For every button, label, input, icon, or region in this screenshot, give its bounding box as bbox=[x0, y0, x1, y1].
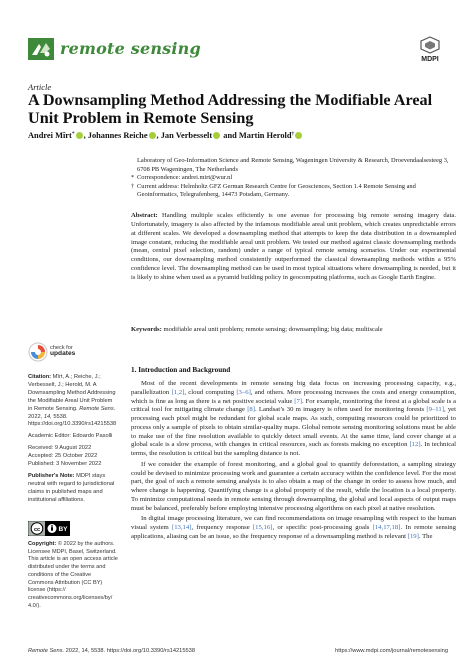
orcid-icon[interactable] bbox=[76, 132, 83, 139]
citation-link[interactable]: [9–11] bbox=[426, 406, 444, 414]
orcid-icon[interactable] bbox=[213, 132, 220, 139]
paragraph-text: , yet processing each pixel might be redundant for global scale maps. As such, computing resources could be prioritized to process only a sample of pixels to obtain similar-quality maps. Global remote sensing monitoring solutions must be able to make use of the fine resolution available to quickly detect small events. At the same time, land cover change at a global scale is a slow process, with changes in critical resources, such as forests making no exception bbox=[131, 406, 456, 449]
body-text bbox=[131, 380, 456, 544]
author-marker: * bbox=[71, 131, 75, 137]
check-for-updates-icon bbox=[28, 342, 48, 362]
journal-header bbox=[28, 38, 448, 64]
paragraph-text: In digital image processing literature, we can find recommendations on image resampling with respect to the human visual system bbox=[131, 515, 456, 531]
citation-label: Citation: bbox=[28, 374, 52, 380]
affiliations bbox=[131, 157, 456, 200]
citation-link[interactable]: [3–6] bbox=[236, 388, 251, 396]
keywords-text: modifiable areal unit problem; remote sensing; downsampling; big data; multiscale bbox=[163, 326, 383, 333]
citation-link[interactable]: [1,2] bbox=[171, 388, 185, 396]
orcid-icon[interactable] bbox=[295, 132, 302, 139]
abstract-text: Handling multiple scales efficiently is one avenue for processing big remote sensing imagery data. Unfortunately, imagery is also affected by the infamous modifiable areal unit problem, which creates unpredictable errors at different scales. We developed a downsampling method that attempts to keep the data distribution in a downsampled image constant, reducing the modifiable areal unit problem. We tested our method against classic downsampling methods (mean, central pixel selection, random) under a range of typical remote sensing scenarios. Under our experimental conditions, our downsampling method consistently outperformed the classical downsampling methods within a 95% confidence level. The downsampling method can be used in most typical situations where downsampling is needed, but it is likely to shine when used as a pyramid building policy in geocomputing platforms, such as Google Earth Engine. bbox=[131, 212, 457, 281]
keywords bbox=[131, 326, 456, 335]
citation-link[interactable]: [13,14] bbox=[171, 524, 192, 531]
paragraph-text: . In remote sensing applications, aliasing can be an issue, so the frequency response of a downsampling method is relevant bbox=[131, 524, 456, 540]
paragraph-text: . In technical terms, the resolution is critical but the sampling distance is not. bbox=[131, 441, 456, 457]
paragraph-text: , or specific post-processing goals bbox=[272, 524, 373, 531]
paragraph-text: If we consider the example of forest monitoring, and a global goal to quantify deforestation, a sampling strategy could be devised to minimize processing work and guarantee a certain accuracy within the confidence level. For the most part, the goal of such a remote sensing analysis is to also obtain a map of the change in order to assess how much, and where change is happening. Quantifying change is a global property of the result, while the location is a local property. To minimize computational needs in remote sensing through downsampling, the global and local aspects of output maps must be balanced, preferably before employing intensive processing algorithms on each pixel at native resolution. bbox=[131, 460, 456, 512]
check-updates-line2: updates bbox=[50, 350, 76, 358]
affiliation-entry bbox=[131, 183, 456, 200]
section-heading: 1. Introduction and Background bbox=[131, 366, 231, 374]
author-separator: and bbox=[221, 131, 239, 140]
citation-link[interactable]: [12] bbox=[409, 441, 421, 449]
check-for-updates-text bbox=[50, 345, 75, 357]
academic-editor: Academic Editor: Edoardo Pasolli bbox=[28, 433, 113, 440]
author-name: Jan Verbesselt bbox=[160, 131, 213, 140]
accepted-date: Accepted: 25 October 2022 bbox=[28, 453, 98, 460]
abstract bbox=[131, 212, 456, 283]
orcid-icon[interactable] bbox=[149, 132, 156, 139]
license-text: © 2022 by the authors. Licensee MDPI, Basel, Switzerland. This article is an open access article distributed under the terms and conditions of the Creative Commons Attribution (CC BY) license (https:// creativecommons.org/licenses/by/ 4.0/). bbox=[28, 541, 118, 609]
footer-citation bbox=[28, 648, 195, 654]
mdpi-logo-text: MDPI bbox=[421, 56, 439, 62]
affiliation-entry bbox=[131, 157, 456, 174]
paragraph-text: , frequency response bbox=[191, 524, 253, 531]
author-list bbox=[28, 131, 448, 140]
svg-text:BY: BY bbox=[58, 526, 68, 533]
keywords-label: Keywords: bbox=[131, 326, 162, 333]
citation-volume: 14, bbox=[43, 413, 52, 420]
correspondence-text[interactable]: Correspondence: andrei.mirt@wur.nl bbox=[137, 174, 233, 182]
citation-link[interactable]: [14,17,18] bbox=[372, 524, 401, 531]
citation-link[interactable]: [19] bbox=[407, 532, 419, 540]
paragraph-text: , cloud computing bbox=[184, 388, 237, 396]
paragraph-text: . For example, monitoring the forest at a global scale is a critical tool for mitigating climate change bbox=[131, 397, 456, 414]
check-for-updates-badge[interactable] bbox=[28, 342, 88, 364]
body-paragraph bbox=[131, 515, 456, 541]
remote-sensing-logo-icon bbox=[28, 38, 54, 60]
citation-link[interactable]: [15,16] bbox=[252, 524, 273, 531]
citation-block bbox=[28, 374, 118, 429]
received-date: Received: 9 August 2022 bbox=[28, 445, 92, 452]
paragraph-text: . Landsat’s 30 m imagery is often used for monitoring forests bbox=[255, 406, 427, 414]
body-paragraph bbox=[131, 380, 456, 459]
author-name: Martin Herold bbox=[238, 131, 292, 140]
abstract-label: Abstract: bbox=[131, 212, 158, 219]
cc-by-license-icon[interactable] bbox=[28, 521, 70, 536]
author-name: Andrei Mîrt bbox=[28, 131, 72, 140]
paragraph-text: . The bbox=[418, 532, 433, 540]
published-date: Published: 3 November 2022 bbox=[28, 461, 102, 468]
citation-text: Mîrt, A.; Reiche, J.; Verbesselt, J.; Herold, M. A Downsampling Method Addressing the Modifiable Areal Unit Problem in Remote Sensing. bbox=[28, 374, 116, 412]
body-paragraph bbox=[131, 461, 456, 514]
paragraph-text: Most of the recent developments in remote sensing big data focus on increasing processing capacity, e.g., parallelization bbox=[131, 380, 456, 396]
affiliation-text: Laboratory of Geo-Information Science and Remote Sensing, Wageningen University & Research, Droevendaalsesteeg 3, 6708 PB Wageningen, The Netherlands bbox=[137, 157, 449, 173]
footer-journal: Remote Sens. bbox=[28, 648, 65, 654]
paragraph-text: , and others. More processing increases the costs and energy consumption, which is fine as long as there is a net positive societal value bbox=[131, 388, 457, 405]
footer-journal-url[interactable]: https://www.mdpi.com/journal/remotesensing bbox=[335, 648, 448, 654]
journal-name: remote sensing bbox=[60, 39, 201, 58]
citation-link[interactable]: [7] bbox=[294, 397, 303, 405]
affiliation-mark: * bbox=[131, 174, 135, 182]
dates-block bbox=[28, 445, 118, 469]
citation-link[interactable]: [8] bbox=[247, 406, 256, 414]
publisher-note-label: Publisher's Note: bbox=[28, 472, 75, 479]
check-updates-line1: check for bbox=[50, 345, 73, 351]
publisher-note bbox=[28, 473, 118, 505]
author-separator: , bbox=[83, 131, 88, 140]
article-sidebar bbox=[28, 374, 118, 509]
article-title: A Downsampling Method Addressing the Modifiable Areal Unit Problem in Remote Sensing bbox=[28, 91, 433, 127]
citation-doi[interactable]: 5538. https://doi.org/10.3390/rs14215538 bbox=[28, 413, 117, 428]
affiliation-entry bbox=[131, 174, 456, 183]
author-name: Johannes Reiche bbox=[87, 131, 148, 140]
license-block bbox=[28, 541, 118, 610]
affiliation-mark: † bbox=[131, 182, 135, 190]
author-separator: , bbox=[156, 131, 161, 140]
author-marker: † bbox=[291, 131, 295, 137]
article-type: Article bbox=[28, 82, 52, 92]
citation-journal: Remote Sens. bbox=[79, 405, 116, 412]
license-label: Copyright: bbox=[28, 541, 57, 547]
svg-text:cc: cc bbox=[33, 526, 41, 533]
publisher-note-text: MDPI stays neutral with regard to jurisdictional claims in published maps and institutional affiliations. bbox=[28, 472, 115, 503]
footer-doi[interactable]: 2022, 14, 5538. https://doi.org/10.3390/rs14215538 bbox=[65, 648, 195, 654]
mdpi-logo-icon[interactable] bbox=[410, 36, 450, 62]
affiliation-text: Current address: Helmholtz GFZ German Research Centre for Geosciences, Section 1.4 Remote Sensing and Geoinformatics, Telegrafenberg, 14473 Potsdam, Germany. bbox=[137, 182, 416, 199]
citation-year: 2022, bbox=[28, 413, 43, 420]
